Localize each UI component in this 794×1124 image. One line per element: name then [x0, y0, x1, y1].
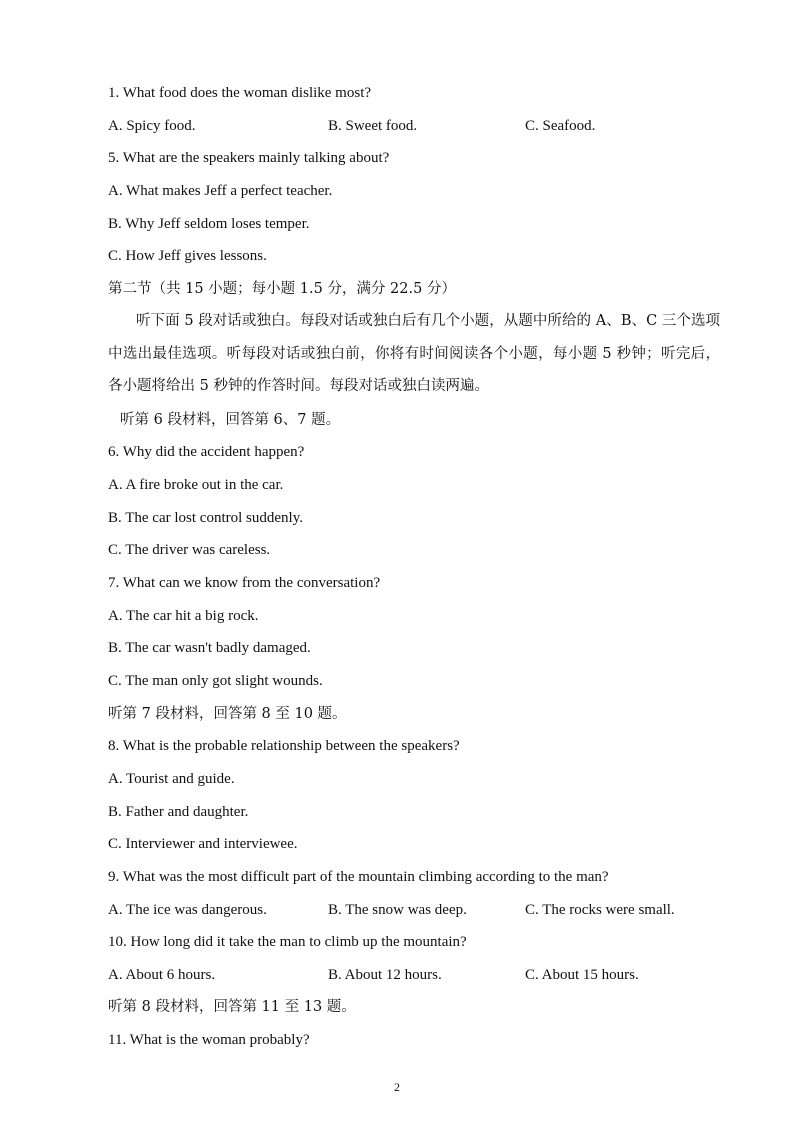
question-8-stem: 8. What is the probable relationship between the speakers? — [108, 738, 460, 754]
question-7-option-c: C. The man only got slight wounds. — [108, 673, 323, 689]
section-2-instructions: 听下面 5 段对话或独白。每段对话或独白后有几个小题，从题中所给的 A、B、C 三个选项中选出最佳选项。听每段对话或独白前，你将有时间阅读各个小题，每小题 5 秒钟；听完后，各小题将给出 5 秒钟的作答时间。每段对话或独白读两遍。 — [108, 313, 720, 395]
section-2-heading: 第二节（共 15 小题；每小题 1.5 分，满分 22.5 分） — [108, 281, 456, 297]
question-1-option-a: A. Spicy food. — [108, 118, 196, 134]
question-7-stem: 7. What can we know from the conversation? — [108, 575, 381, 591]
question-10-option-b: B. About 12 hours. — [328, 967, 442, 983]
question-5-option-a: A. What makes Jeff a perfect teacher. — [108, 183, 333, 199]
question-10-stem: 10. How long did it take the man to climb up the mountain? — [108, 934, 467, 950]
page-number: 2 — [394, 1080, 400, 1094]
question-9-option-b: B. The snow was deep. — [328, 902, 467, 918]
question-6-option-c: C. The driver was careless. — [108, 542, 271, 558]
question-5-stem: 5. What are the speakers mainly talking about? — [108, 150, 390, 166]
question-7-option-a: A. The car hit a big rock. — [108, 608, 259, 624]
material-7-label: 听第 7 段材料，回答第 8 至 10 题。 — [108, 706, 347, 722]
question-1-stem: 1. What food does the woman dislike most? — [108, 85, 372, 101]
question-9-option-a: A. The ice was dangerous. — [108, 902, 267, 918]
question-8-option-c: C. Interviewer and interviewee. — [108, 836, 298, 852]
question-6-stem: 6. Why did the accident happen? — [108, 444, 305, 460]
question-9-option-c: C. The rocks were small. — [525, 902, 675, 918]
question-5-option-b: B. Why Jeff seldom loses temper. — [108, 216, 310, 232]
material-6-label: 听第 6 段材料，回答第 6、7 题。 — [120, 412, 341, 428]
question-11-stem: 11. What is the woman probably? — [108, 1032, 310, 1048]
question-9-stem: 9. What was the most difficult part of the mountain climbing according to the man? — [108, 869, 609, 885]
question-6-option-a: A. A fire broke out in the car. — [108, 477, 284, 493]
question-10-option-c: C. About 15 hours. — [525, 967, 639, 983]
material-8-label: 听第 8 段材料，回答第 11 至 13 题。 — [108, 999, 356, 1015]
question-8-option-a: A. Tourist and guide. — [108, 771, 235, 787]
question-8-option-b: B. Father and daughter. — [108, 804, 249, 820]
question-5-option-c: C. How Jeff gives lessons. — [108, 248, 267, 264]
question-10-option-a: A. About 6 hours. — [108, 967, 216, 983]
question-1-option-c: C. Seafood. — [525, 118, 596, 134]
question-6-option-b: B. The car lost control suddenly. — [108, 510, 303, 526]
question-7-option-b: B. The car wasn't badly damaged. — [108, 640, 311, 656]
question-1-option-b: B. Sweet food. — [328, 118, 418, 134]
